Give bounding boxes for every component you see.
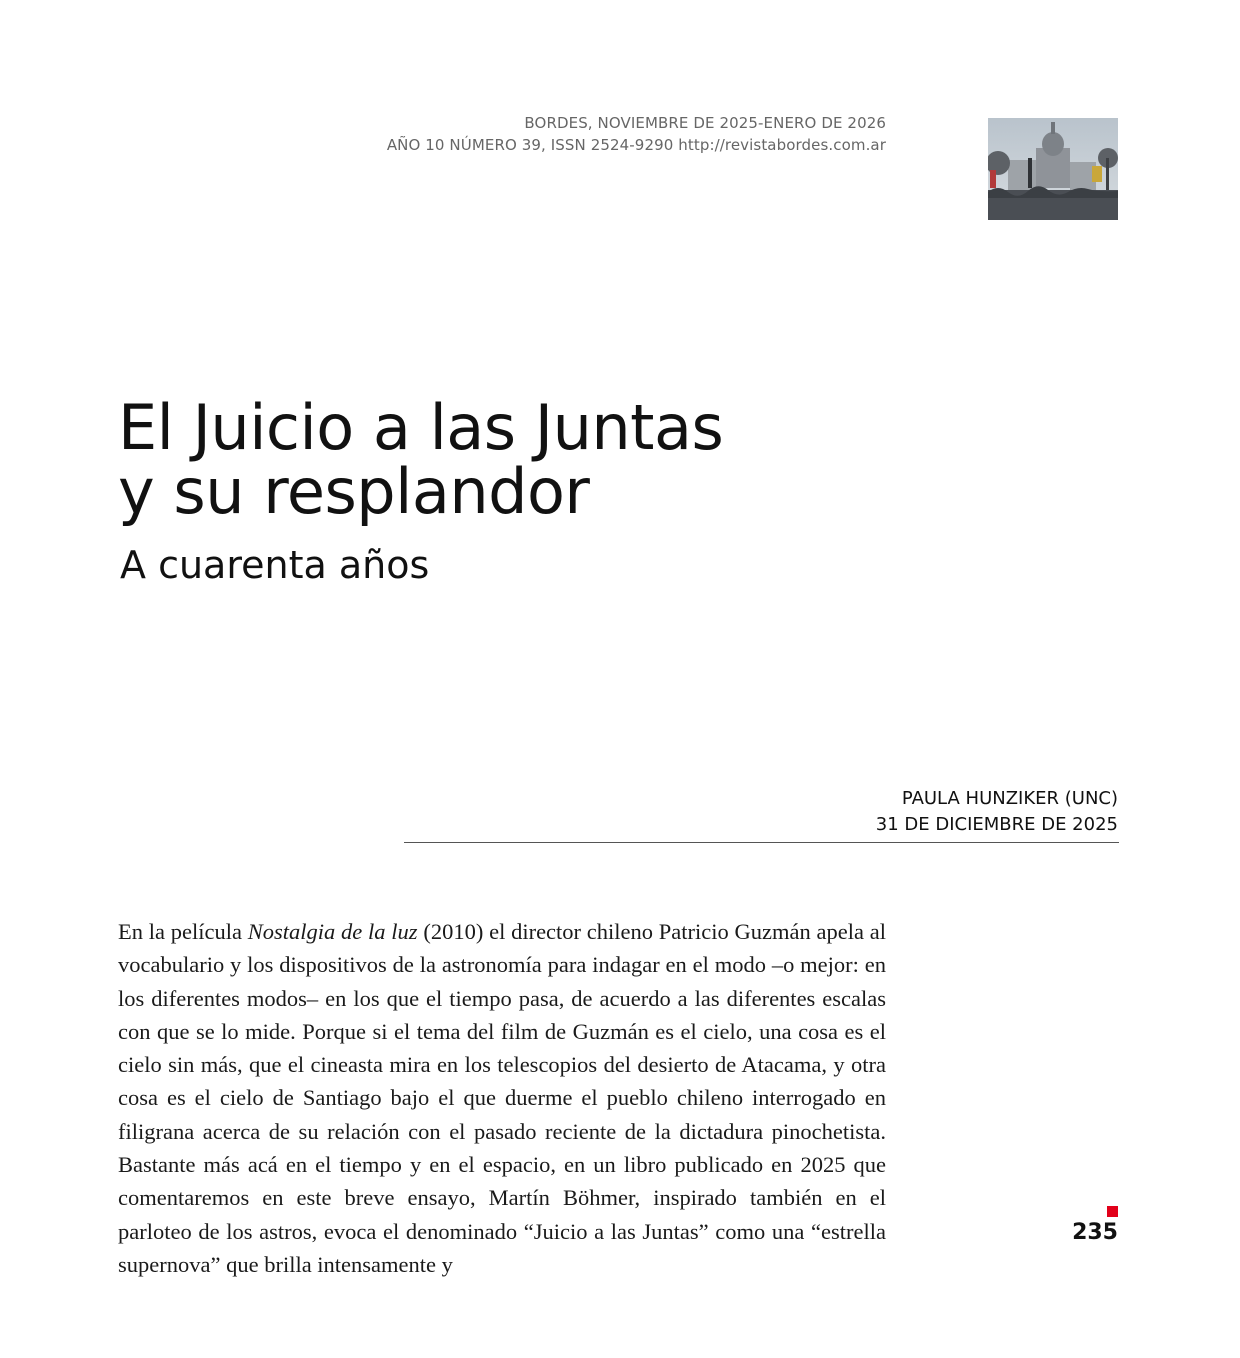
title-line-1: El Juicio a las Juntas [118,391,724,464]
author-name: PAULA HUNZIKER (UNC) [901,788,1118,809]
article-subtitle: A cuarenta años [120,543,430,587]
journal-issn-line: AÑO 10 NÚMERO 39, ISSN 2524-9290 http://revistabordes.com.ar [386,136,886,154]
publication-date: 31 DE DICIEMBRE DE 2025 [875,814,1118,835]
byline-divider [404,842,1119,843]
body-text-rest: (2010) el director chileno Patricio Guzmán apela al vocabulario y los dispositivos de la astronomía para indagar en el modo –o mejor: en los diferentes modos– en los que el tiempo pasa, de acuerdo a las diferentes escalas con que se lo mide. Porque si el tema del film de Guzmán es el cielo, una cosa es el cielo sin más, que el cineasta mira en los telescopios del desierto de Atacama, y otra cosa es el cielo de Santiago bajo el que duerme el pueblo chileno interrogado en filigrana acerca de su relación con el pasado reciente de la dictadura pinochetista. Bastante más acá en el tiempo y en el espacio, en un libro publicado en 2025 que comentaremos en este breve ensayo, Martín Böhmer, inspirado también en el parloteo de los astros, evoca el denominado “Juicio a las Juntas” como una “estrella supernova” que brilla intensamente y [118,919,886,1277]
article-title [118,391,724,528]
body-paragraph [118,915,886,1281]
page-number: 235 [1072,1220,1118,1245]
title-line-2: y su resplandor [118,455,590,528]
page-marker-square [1107,1206,1118,1217]
film-title-italic: Nostalgia de la luz [247,919,418,944]
journal-header [387,112,886,156]
byline [876,786,1118,838]
header-photo [988,118,1118,220]
body-text-lead: En la película [118,919,248,944]
journal-issue-line: BORDES, NOVIEMBRE DE 2025-ENERO DE 2026 [524,114,886,132]
